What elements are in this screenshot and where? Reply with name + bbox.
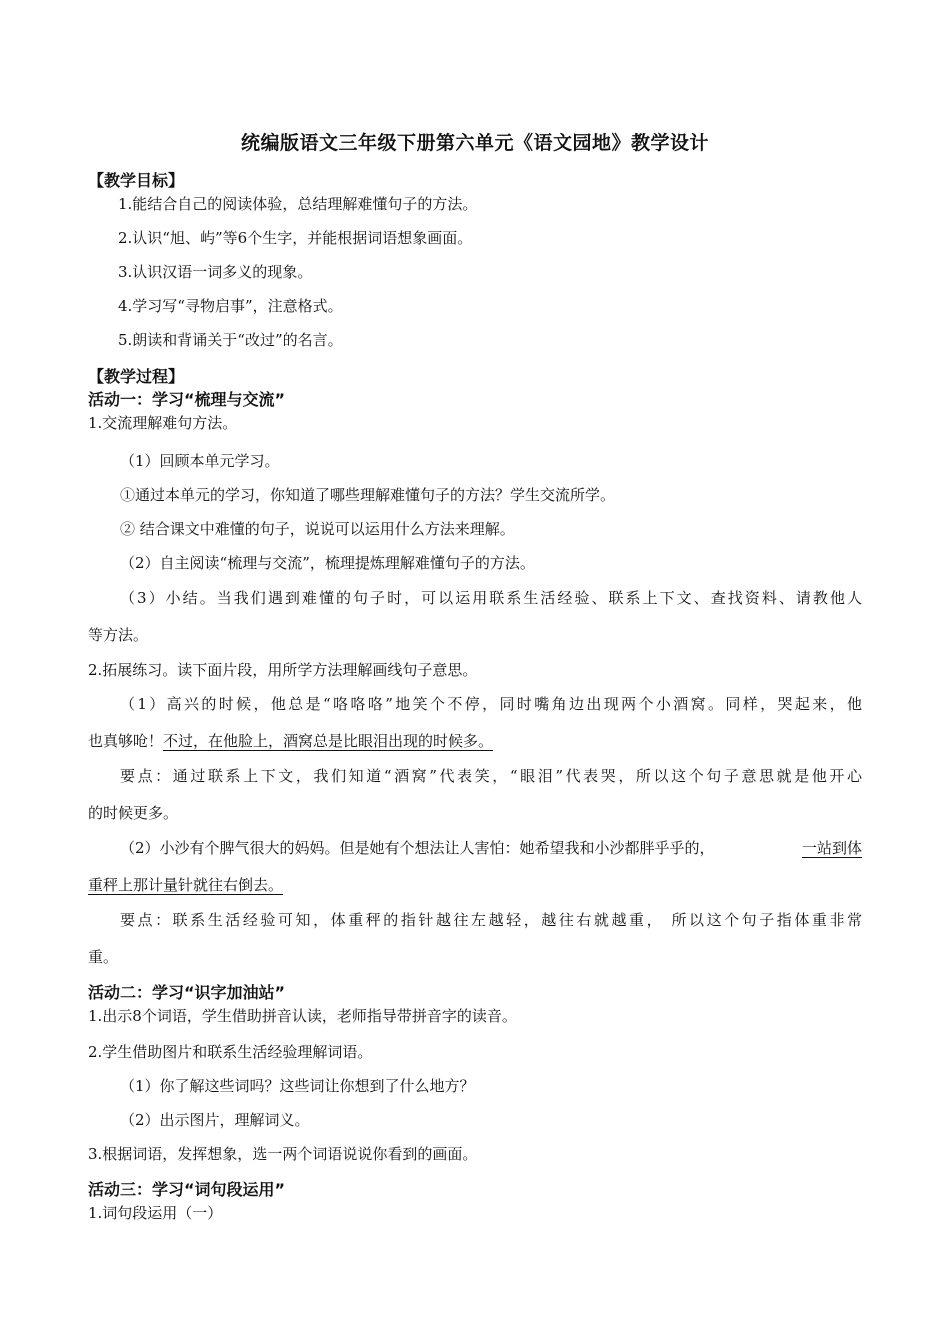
activity1-heading: 活动一：学习“梳理与交流” (88, 390, 286, 409)
activity2-sub1: （1）你了解这些词吗？这些词让你想到了什么地方？ (120, 1077, 475, 1095)
objective-item: 2.认识“旭、屿”等6个生字，并能根据词语想象画面。 (118, 229, 473, 247)
activity1-sub1b: ② 结合课文中难懂的句子，说说可以运用什么方法来理解。 (120, 520, 515, 538)
keypoint1-line1: 要点：通过联系上下文，我们知道“酒窝”代表笑，“眼泪”代表哭，所以这个句子意思就是他开心 (120, 767, 862, 785)
activity2-step2: 2.学生借助图片和联系生活经验理解词语。 (88, 1043, 373, 1061)
activity1-step1: 1.交流理解难句方法。 (88, 414, 238, 432)
example1-line2 (88, 730, 493, 752)
objective-item: 5.朗读和背诵关于“改过”的名言。 (118, 331, 343, 349)
example1-underlined-sentence: 不过，在他脸上，酒窝总是比眼泪出现的时候多。 (163, 732, 494, 750)
example2-underlined-part1: 一站到体 (801, 839, 862, 857)
keypoint2-line2: 重。 (88, 948, 119, 966)
example1-line1: （1）高兴的时候，他总是“咯咯咯”地笑个不停，同时嘴角边出现两个小酒窝。同样，哭起来，他 (120, 695, 862, 713)
activity1-sub3-line2: 等方法。 (88, 626, 149, 644)
activity3-step1: 1.词句段运用（一） (88, 1204, 223, 1222)
objectives-heading: 【教学目标】 (88, 171, 185, 190)
activity2-step3: 3.根据词语，发挥想象，选一两个词语说说你看到的画面。 (88, 1145, 478, 1163)
process-heading: 【教学过程】 (88, 367, 185, 386)
objective-item: 1.能结合自己的阅读体验，总结理解难懂句子的方法。 (118, 195, 478, 213)
keypoint2-line1: 要点：联系生活经验可知，体重秤的指针越往左越轻，越往右就越重， 所以这个句子指体重非常 (120, 911, 862, 929)
example2-line1 (120, 837, 862, 859)
example2-underlined-part2: 重秤上那计量针就往右倒去。 (88, 876, 284, 894)
activity2-step1: 1.出示8个词语，学生借助拼音认读，老师指导带拼音字的读音。 (88, 1007, 517, 1025)
page-title: 统编版语文三年级下册第六单元《语文园地》教学设计 (240, 132, 709, 154)
example1-plain: 也真够呛！ (88, 732, 164, 750)
objective-item: 4.学习写“寻物启事”，注意格式。 (118, 297, 343, 315)
activity3-heading: 活动三：学习“词句段运用” (88, 1180, 286, 1199)
keypoint1-line2: 的时候更多。 (88, 804, 179, 822)
activity2-sub2: （2）出示图片，理解词义。 (120, 1111, 310, 1129)
activity1-sub1: （1）回顾本单元学习。 (120, 452, 280, 470)
activity2-heading: 活动二：学习“识字加油站” (88, 983, 286, 1002)
activity1-sub2: （2）自主阅读“梳理与交流”，梳理提炼理解难懂句子的方法。 (120, 554, 535, 572)
example2-plain: （2）小沙有个脾气很大的妈妈。但是她有个想法让人害怕：她希望我和小沙都胖乎乎的， (120, 839, 715, 857)
objective-item: 3.认识汉语一词多义的现象。 (118, 263, 313, 281)
activity1-step2: 2.拓展练习。读下面片段，用所学方法理解画线句子意思。 (88, 661, 478, 679)
activity1-sub3-line1: （3）小结。当我们遇到难懂的句子时，可以运用联系生活经验、联系上下文、查找资料、请教他人 (120, 589, 862, 607)
activity1-sub1a: ①通过本单元的学习，你知道了哪些理解难懂句子的方法？学生交流所学。 (120, 486, 616, 504)
